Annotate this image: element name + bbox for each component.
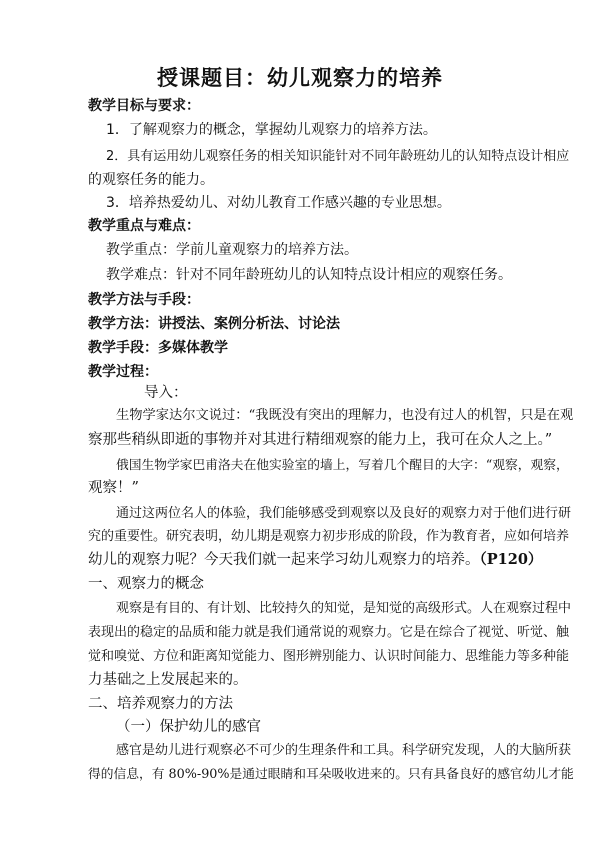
teaching-methods: 教学方法：讲授法、案例分析法、讨论法 bbox=[88, 316, 340, 332]
paragraph-2-line-1: 俄国生物学家巴甫洛夫在他实验室的墙上，写着几个醒目的大字：“观察，观察， bbox=[116, 458, 569, 473]
paragraph-3-line-1: 通过这两位名人的体验，我们能够感受到观察以及良好的观察力对于他们进行研 bbox=[116, 506, 572, 521]
section-2-subheading-1: （一）保护幼儿的感官 bbox=[116, 719, 261, 735]
page-title: 授课题目：幼儿观察力的培养 bbox=[157, 66, 443, 90]
process-heading: 教学过程： bbox=[88, 364, 158, 380]
key-points-heading: 教学重点与难点： bbox=[88, 218, 200, 234]
objective-item-2-line-2: 的观察任务的能力。 bbox=[88, 172, 214, 188]
objectives-heading: 教学目标与要求： bbox=[88, 98, 200, 114]
section-2-line-1: 感官是幼儿进行观察必不可少的生理条件和工具。科学研究发现，人的大脑所获 bbox=[116, 743, 572, 758]
intro-label: 导入： bbox=[144, 385, 188, 401]
paragraph-1-line-1: 生物学家达尔文说过：“我既没有突出的理解力，也没有过人的机智，只是在观 bbox=[116, 408, 574, 423]
section-1-line-3: 觉和嗅觉、方位和距离知觉能力、图形辨别能力、认识时间能力、思维能力等多种能 bbox=[88, 649, 570, 664]
page-reference: （P120） bbox=[479, 551, 543, 568]
section-1-line-4: 力基础之上发展起来的。 bbox=[88, 672, 248, 688]
paragraph-3-line-3-text: 幼儿的观察力呢？今天我们就一起来学习幼儿观察力的培养。 bbox=[88, 552, 480, 568]
section-2-heading: 二、培养观察力的方法 bbox=[88, 696, 233, 712]
paragraph-3-line-2: 究的重要性。研究表明，幼儿期是观察力初步形成的阶段，作为教育者，应如何培养 bbox=[88, 529, 570, 544]
methods-heading: 教学方法与手段： bbox=[88, 292, 200, 308]
section-1-line-2: 表现出的稳定的品质和能力就是我们通常说的观察力。它是在综合了视觉、听觉、触 bbox=[88, 625, 570, 640]
paragraph-1-line-2: 察那些稍纵即逝的事物并对其进行精细观察的能力上，我可在众人之上。” bbox=[88, 432, 553, 448]
objective-item-3: 3．培养热爱幼儿、对幼儿教育工作感兴趣的专业思想。 bbox=[106, 195, 451, 211]
teaching-means: 教学手段：多媒体教学 bbox=[88, 340, 228, 356]
paragraph-3-line-3 bbox=[88, 550, 542, 570]
objective-item-1: 1．了解观察力的概念，掌握幼儿观察力的培养方法。 bbox=[106, 122, 437, 138]
paragraph-2-line-2: 观察！” bbox=[88, 480, 139, 496]
teaching-difficulty: 教学难点：针对不同年龄班幼儿的认知特点设计相应的观察任务。 bbox=[106, 267, 512, 283]
teaching-focus: 教学重点：学前儿童观察力的培养方法。 bbox=[106, 242, 358, 258]
section-2-line-2: 得的信息，有 80%-90%是通过眼睛和耳朵吸收进来的。只有具备良好的感官幼儿才能 bbox=[88, 767, 574, 782]
section-1-line-1: 观察是有目的、有计划、比较持久的知觉，是知觉的高级形式。人在观察过程中 bbox=[116, 601, 572, 616]
section-1-heading: 一、观察力的概念 bbox=[88, 576, 204, 592]
objective-item-2-line-1: 2．具有运用幼儿观察任务的相关知识能针对不同年龄班幼儿的认知特点设计相应 bbox=[106, 149, 570, 164]
